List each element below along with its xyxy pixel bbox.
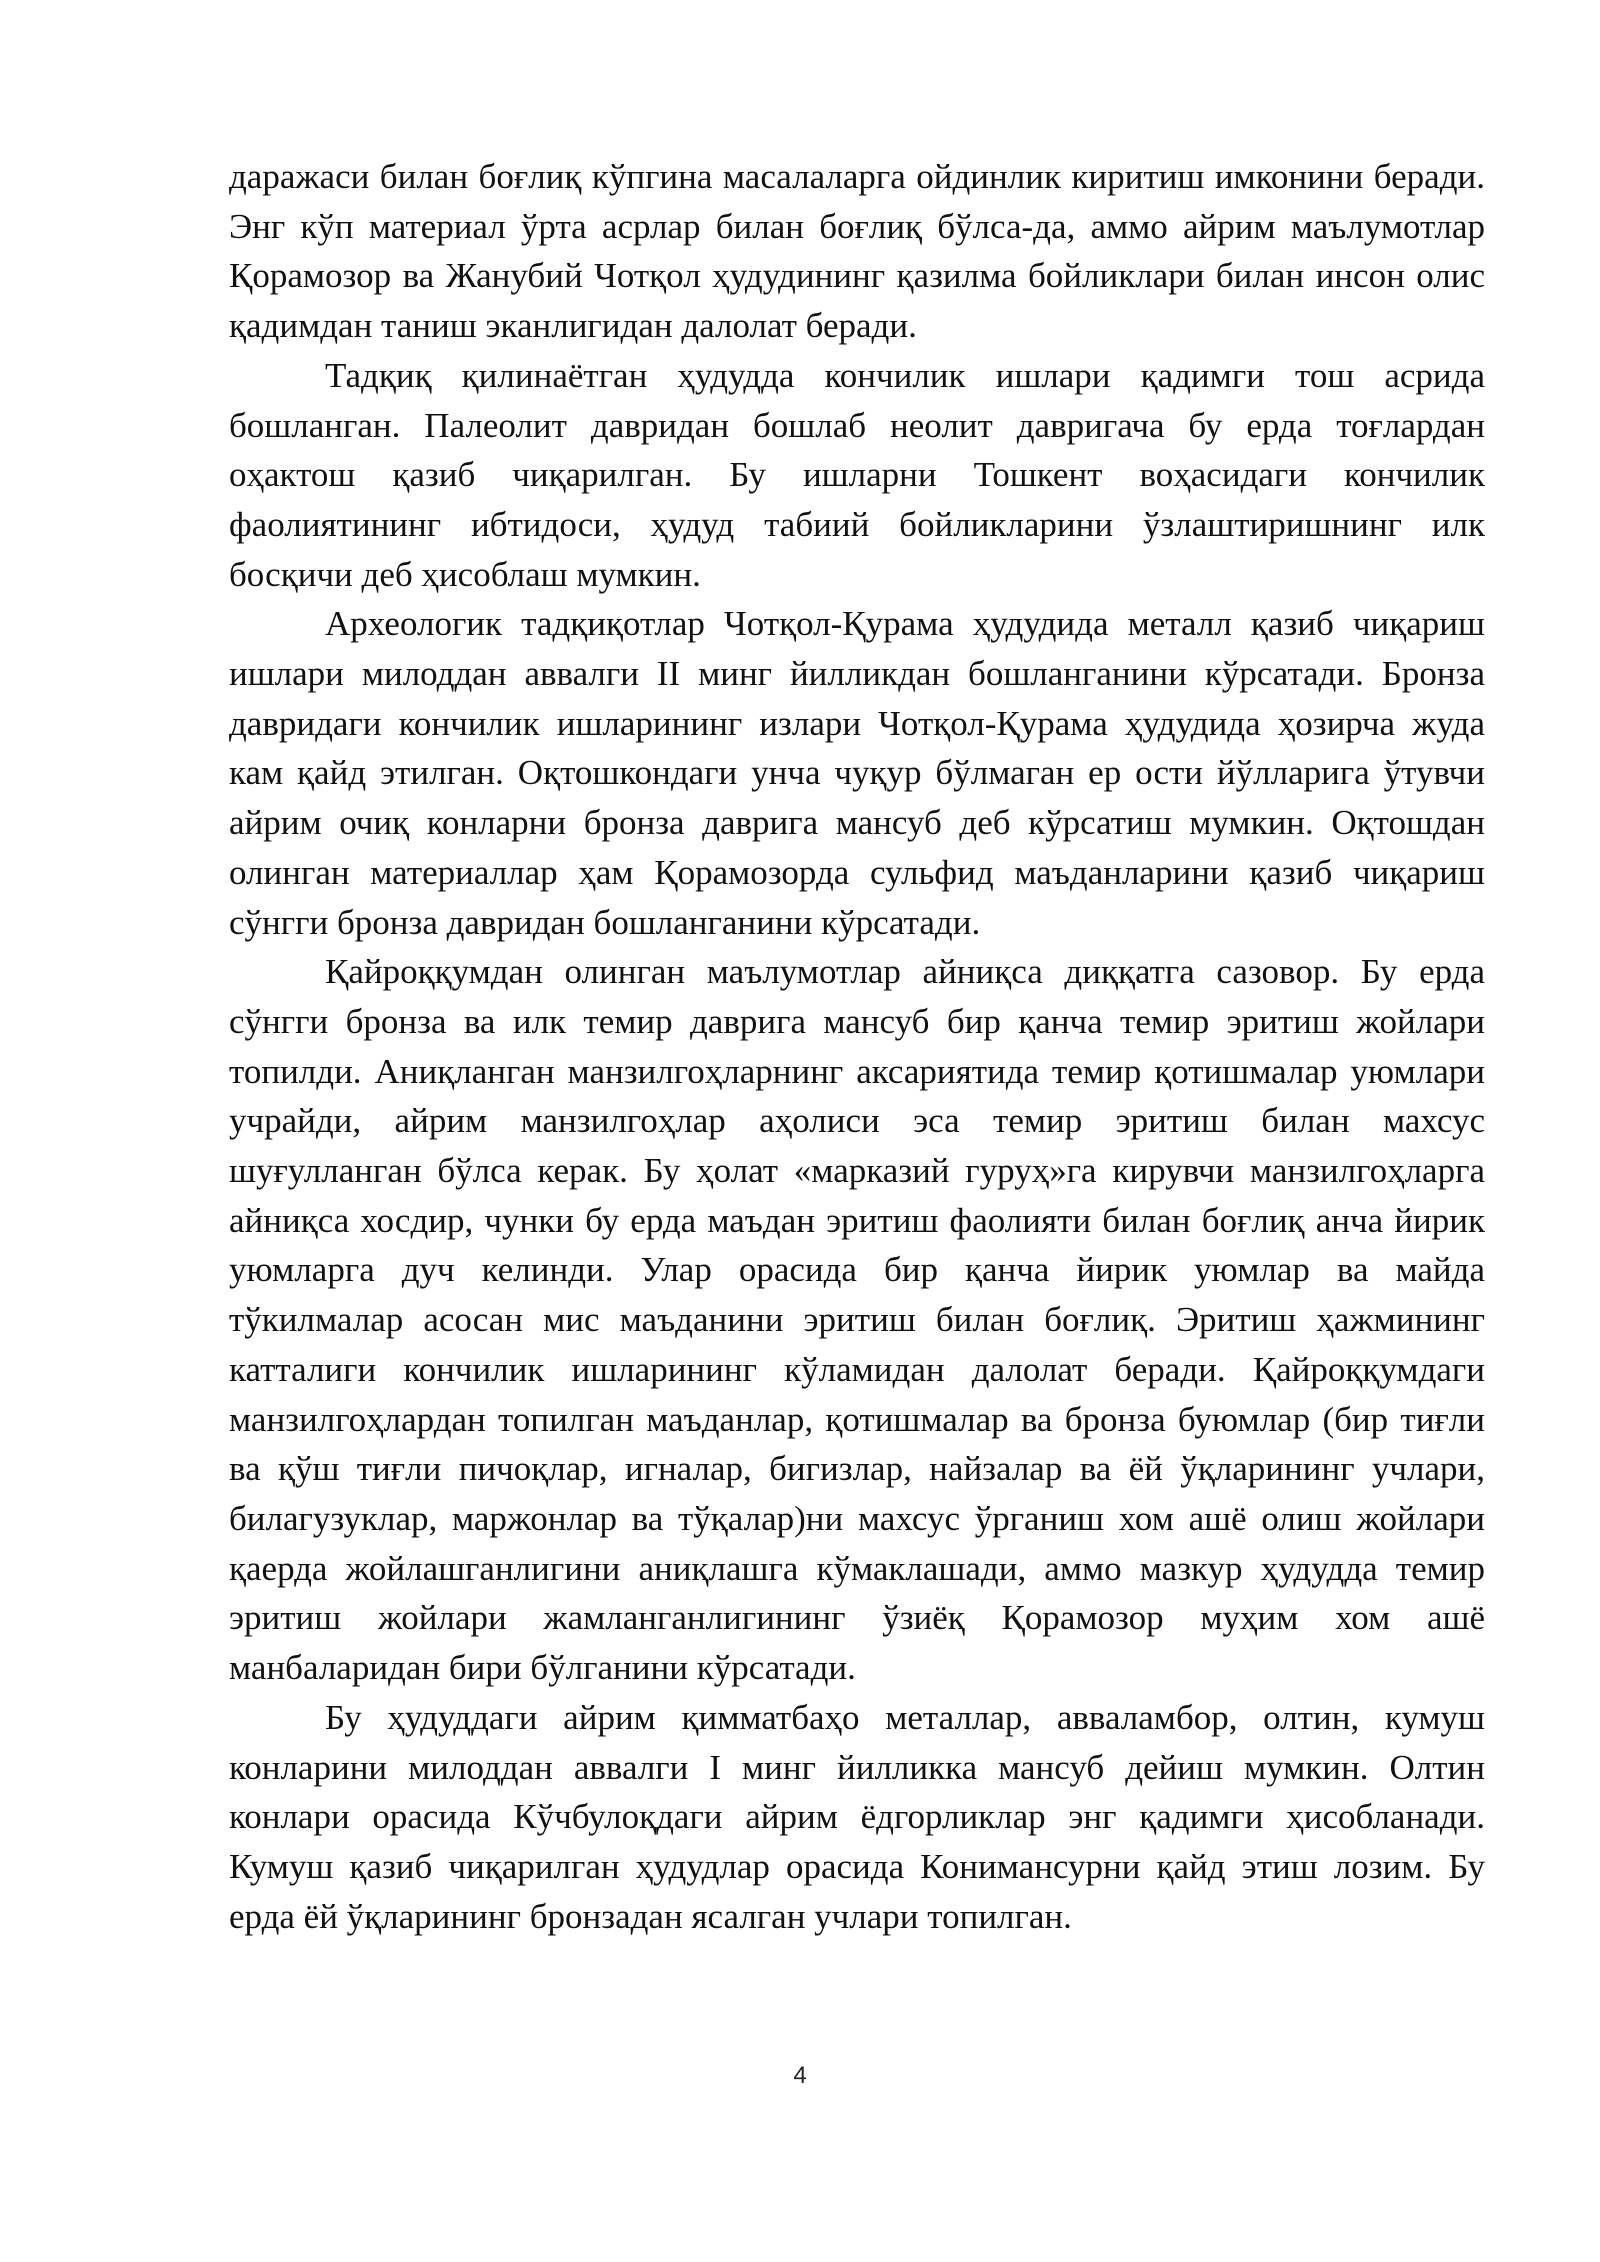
- paragraph-1: даражаси билан боғлиқ кўпгина масалаларга ойдинлик киритиш имконини беради. Энг кўп материал ўрта асрлар билан боғлиқ бўлса-да, аммо айрим маълумотлар Қорамозор ва Жанубий Чотқол ҳудудининг қазилма бойликлари билан инсон олис қадимдан таниш эканлигидан далолат беради.: [229, 157, 1485, 346]
- paragraph-2: Тадқиқ қилинаётган ҳудудда кончилик ишлари қадимги тош асрида бошланган. Палеолит давридан бошлаб неолит давригача бу ерда тоғлардан оҳактош қазиб чиқарилган. Бу ишларни Тошкент воҳасидаги кончилик фаолиятининг ибтидоси, ҳудуд табиий бойликларини ўзлаштиришнинг илк босқичи деб ҳисоблаш мумкин.: [229, 355, 1485, 594]
- document-body: [229, 152, 1485, 1941]
- paragraph-4: Қайроққумдан олинган маълумотлар айниқса диққатга сазовор. Бу ерда сўнгги бронза ва илк темир даврига мансуб бир қанча темир эритиш жойлари топилди. Аниқланган манзилгоҳларнинг аксариятида темир қотишмалар уюмлари учрайди, айрим манзилгоҳлар аҳолиси эса темир эритиш билан махсус шуғулланган бўлса керак. Бу ҳолат «марказий гуруҳ»га кирувчи манзилгоҳларга айниқса хосдир, чунки бу ерда маъдан эритиш фаолияти билан боғлиқ анча йирик уюмларга дуч келинди. Улар орасида бир қанча йирик уюмлар ва майда тўкилмалар асосан мис маъданини эритиш билан боғлиқ. Эритиш ҳажмининг катталиги кончилик ишларининг кўламидан далолат беради. Қайроққумдаги манзилгоҳлардан топилган маъданлар, қотишмалар ва бронза буюмлар (бир тиғли ва қўш тиғли пичоқлар, игналар, бигизлар, найзалар ва ёй ўқларининг учлари, билагузуклар, маржонлар ва тўқалар)ни махсус ўрганиш хом ашё олиш жойлари қаерда жойлашганлигини аниқлашга кўмаклашади, аммо мазкур ҳудудда темир эритиш жойлари жамланганлигининг ўзиёқ Қорамозор муҳим хом ашё манбаларидан бири бўлганини кўрсатади.: [229, 952, 1485, 1688]
- paragraph-3: Археологик тадқиқотлар Чотқол-Қурама ҳудудида металл қазиб чиқариш ишлари милоддан аввалги II минг йилликдан бошланганини кўрсатади. Бронза давридаги кончилик ишларининг излари Чотқол-Қурама ҳудудида ҳозирча жуда кам қайд этилган. Оқтошкондаги унча чуқур бўлмаган ер ости йўлларига ўтувчи айрим очиқ конларни бронза даврига мансуб деб кўрсатиш мумкин. Оқтошдан олинган материаллар ҳам Қорамозорда сульфид маъданларини қазиб чиқариш сўнгги бронза давридан бошланганини кўрсатади.: [229, 604, 1485, 942]
- page-number: 4: [793, 2062, 807, 2089]
- paragraph-5: Бу ҳудуддаги айрим қимматбаҳо металлар, авваламбор, олтин, кумуш конларини милоддан аввалги I минг йилликка мансуб дейиш мумкин. Олтин конлари орасида Кўчбулоқдаги айрим ёдгорликлар энг қадимги ҳисобланади. Кумуш қазиб чиқарилган ҳудудлар орасида Конимансурни қайд этиш лозим. Бу ерда ёй ўқларининг бронзадан ясалган учлари топилган.: [229, 1697, 1485, 1936]
